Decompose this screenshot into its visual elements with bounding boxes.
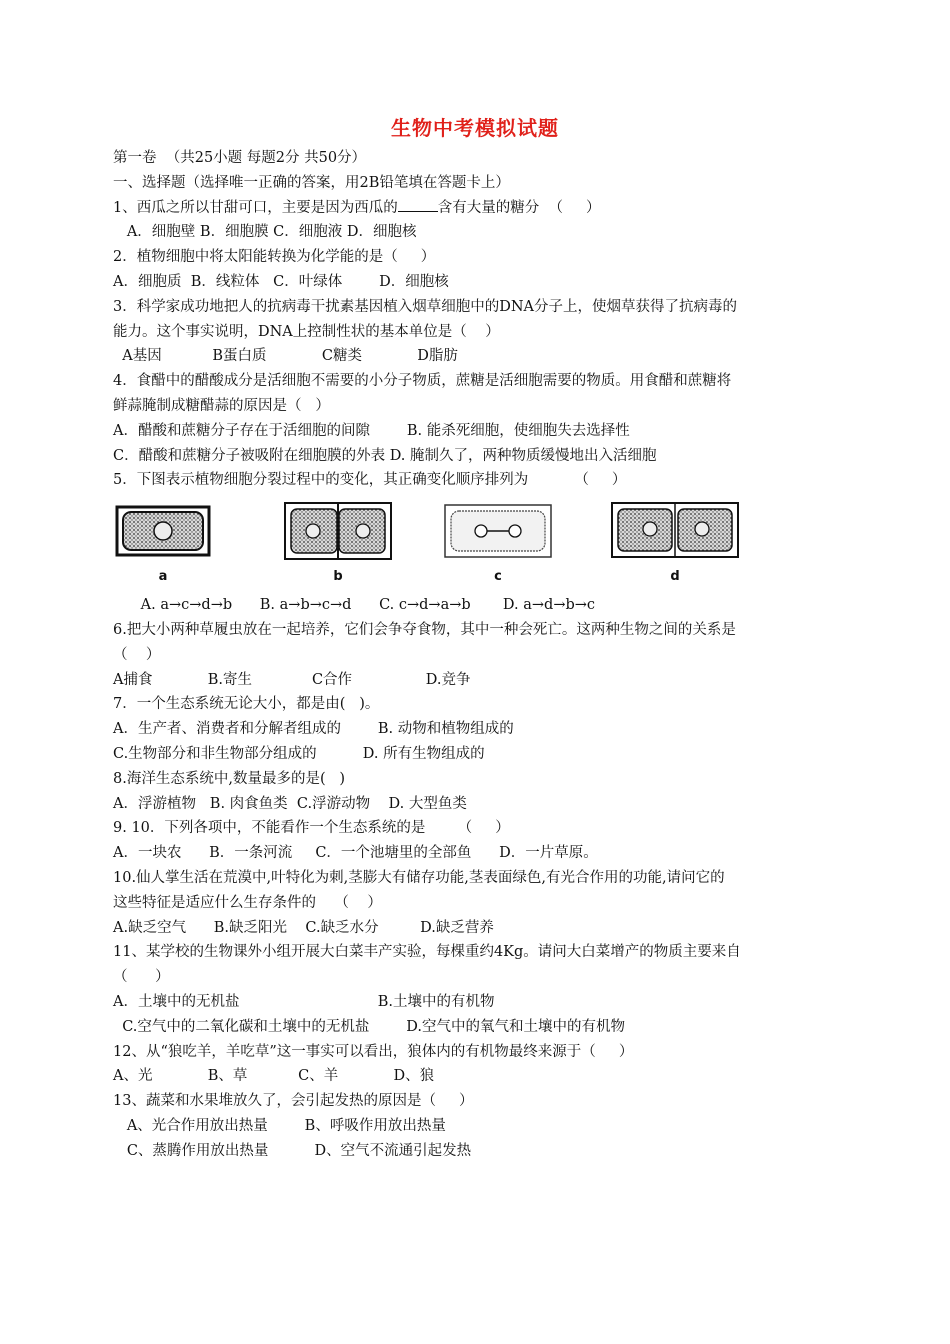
question-4-options-ab: A．醋酸和蔗糖分子存在于活细胞的间隙 B. 能杀死细胞，使细胞失去选择性 [113, 422, 630, 439]
question-7-options-ab: A．生产者、消费者和分解者组成的 B. 动物和植物组成的 [113, 721, 514, 738]
question-3-cont: 能力。这个事实说明，DNA上控制性状的基本单位是（ ） [113, 323, 500, 340]
question-3: 3．科学家成功地把人的抗病毒干扰素基因植入烟草细胞中的DNA分子上，使烟草获得了抗病毒的 [113, 298, 738, 315]
question-13-options-ab: A、光合作用放出热量 B、呼吸作用放出热量 [113, 1117, 446, 1134]
question-4-cont: 鲜蒜腌制成糖醋蒜的原因是（ ） [113, 397, 330, 414]
figure-label-a: a [158, 569, 168, 585]
question-6-options: A捕食 B.寄生 C合作 D.竞争 [113, 671, 471, 688]
question-1: 1、西瓜之所以甘甜可口，主要是因为西瓜的 含有大量的糖分 （ ） [113, 196, 843, 221]
question-12-options: A、光 B、草 C、羊 D、狼 [113, 1068, 435, 1085]
answer-blank[interactable] [398, 197, 438, 212]
question-2-options: A．细胞质 B．线粒体 C．叶绿体 D．细胞核 [113, 273, 449, 290]
cell-figure-d [610, 497, 740, 593]
question-6: 6.把大小两种草履虫放在一起培养，它们会争夺食物，其中一种会死亡。这两种生物之间的关系是 [113, 621, 736, 638]
section-header: 第一卷 （共25小题 每题2分 共50分） [113, 150, 367, 166]
section-instructions: 一、选择题（选择唯一正确的答案，用2B铅笔填在答题卡上） [113, 174, 510, 191]
question-11-cont: （ ） [113, 969, 170, 986]
question-7: 7．一个生态系统无论大小，都是由( )。 [113, 696, 380, 713]
question-12: 12、从“狼吃羊，羊吃草”这一事实可以看出，狼体内的有机物最终来源于（ ） [113, 1043, 634, 1060]
figure-label-b: b [333, 569, 343, 585]
page-title: 生物中考模拟试题 [391, 116, 559, 140]
figure-label-d: d [670, 569, 680, 585]
question-3-options: A基因 B蛋白质 C糖类 D脂肪 [113, 348, 458, 365]
question-1-options: A．细胞壁 B．细胞膜 C．细胞液 D．细胞核 [113, 224, 417, 241]
question-13-options-cd: C、蒸腾作用放出热量 D、空气不流通引起发热 [113, 1142, 472, 1159]
cell-division-figure [113, 497, 843, 593]
question-5: 5．下图表示植物细胞分裂过程中的变化，其正确变化顺序排列为 （ ） [113, 472, 627, 489]
question-8: 8.海洋生态系统中,数量最多的是( ) [113, 770, 346, 787]
exam-body [113, 146, 843, 1163]
question-10: 10.仙人掌生活在荒漠中,叶特化为刺,茎膨大有储存功能,茎表面绿色,有光合作用的功能,请问它的 [113, 869, 725, 886]
question-8-options: A．浮游植物 B. 肉食鱼类 C.浮游动物 D. 大型鱼类 [113, 795, 467, 812]
question-11: 11、某学校的生物课外小组开展大白菜丰产实验，每棵重约4Kg。请问大白菜增产的物质主要来自 [113, 944, 741, 961]
question-5-options: A. a→c→d→b B. a→b→c→d C. c→d→a→b D. a→d→b→c [113, 597, 596, 614]
question-2: 2．植物细胞中将太阳能转换为化学能的是（ ） [113, 249, 436, 266]
figure-label-c: c [494, 569, 502, 585]
question-13: 13、蔬菜和水果堆放久了，会引起发热的原因是（ ） [113, 1093, 474, 1110]
cell-figure-b [283, 497, 393, 593]
cell-figure-c [443, 497, 553, 593]
question-4-options-cd: C．醋酸和蔗糖分子被吸附在细胞膜的外表 D. 腌制久了，两种物质缓慢地出入活细胞 [113, 447, 657, 464]
cell-figure-a [113, 497, 213, 593]
question-10-options: A.缺乏空气 B.缺乏阳光 C.缺乏水分 D.缺乏营养 [113, 919, 494, 936]
question-4: 4．食醋中的醋酸成分是活细胞不需要的小分子物质，蔗糖是活细胞需要的物质。用食醋和蔗糖将 [113, 373, 732, 390]
question-6-cont: （ ） [113, 646, 161, 663]
question-11-options-cd: C.空气中的二氧化碳和土壤中的无机盐 D.空气中的氧气和土壤中的有机物 [113, 1018, 625, 1035]
question-9-options: A．一块农 B．一条河流 C．一个池塘里的全部鱼 D．一片草原。 [113, 845, 598, 862]
question-10-cont: 这些特征是适应什么生存条件的 （ ） [113, 894, 382, 911]
question-7-options-cd: C.生物部分和非生物部分组成的 D. 所有生物组成的 [113, 745, 485, 762]
question-9: 9. 10．下列各项中，不能看作一个生态系统的是 （ ） [113, 820, 510, 837]
question-11-options-ab: A．土壤中的无机盐 B.土壤中的有机物 [113, 993, 495, 1010]
